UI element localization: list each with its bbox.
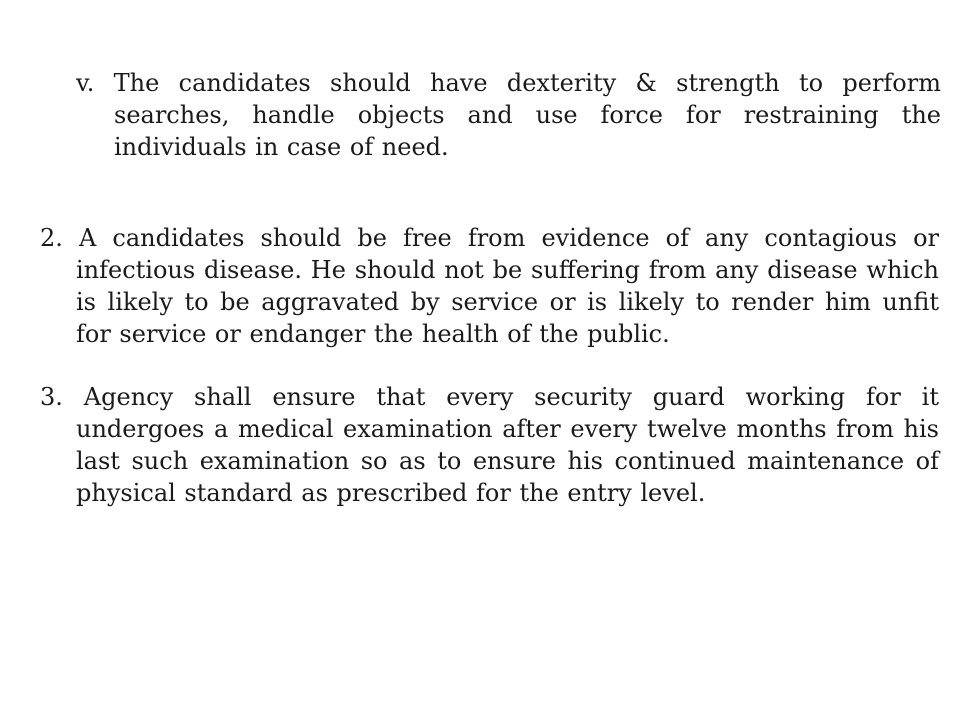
paragraph-item-3 <box>40 381 939 509</box>
list-marker: v. <box>76 69 95 97</box>
list-marker: 2. <box>40 224 63 252</box>
list-marker: 3. <box>40 383 63 411</box>
paragraph-item-2 <box>40 222 939 350</box>
paragraph-text: A candidates should be free from evidence of any contagious or infectious disease. He should not be suffering from any disease which is likely to be aggravated by service or is likely to render him unfit for service or endanger the health of the public. <box>76 224 939 348</box>
paragraph-item-v <box>76 67 941 163</box>
paragraph-text: Agency shall ensure that every security guard working for it undergoes a medical examination after every twelve months from his last such examination so as to ensure his continued maintenance of physical standard as prescribed for the entry level. <box>76 383 939 507</box>
paragraph-text: The candidates should have dexterity & strength to perform searches, handle objects and use force for restraining the individuals in case of need. <box>113 69 941 161</box>
